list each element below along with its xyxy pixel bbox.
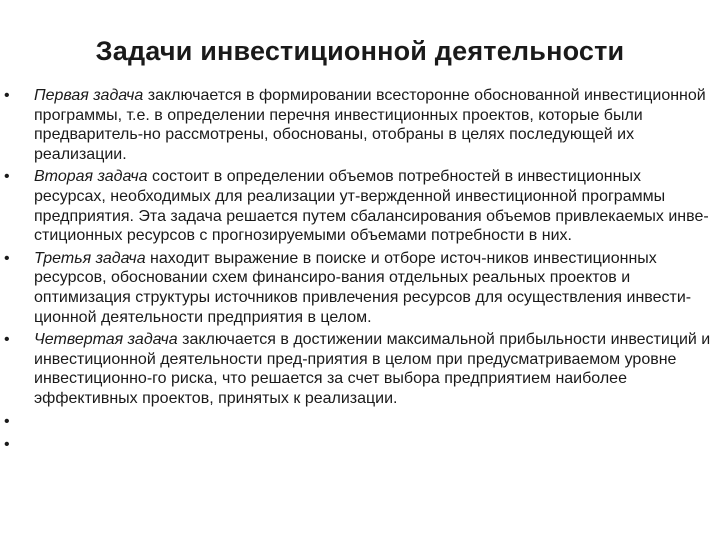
- slide-title: Задачи инвестиционной деятельности: [95, 36, 625, 66]
- task-description: заключается в достижении максимальной прибыльности инвестиций и инвестиционной деятельности пред-приятия в целом при предусматриваемом уровне инвестиционно-го риска, что решается за счет выбора предприятием наиболее эффективных проектов, принятых к реализации.: [34, 331, 711, 407]
- task-description: состоит в определении объемов потребностей в инвестиционных ресурсах, необходимых для реализации ут-вержденной инвестиционной программы предприятия. Эта задача решается путем сбалансирования объемов привлекаемых инве-стиционных ресурсов с прогнозируемыми объемами потребности в них.: [34, 168, 709, 245]
- task-name: Четвертая задача: [34, 331, 178, 349]
- task-name: Вторая задача: [34, 168, 148, 186]
- list-item: [0, 86, 720, 164]
- bullet-icon: •: [4, 412, 10, 430]
- bullet-list: [0, 86, 720, 458]
- bullet-icon: •: [4, 249, 10, 267]
- list-item: [0, 167, 720, 245]
- empty-list-item: [0, 435, 720, 455]
- task-description: заключается в формировании всесторонне обоснованной инвестиционной программы, т.е. в определении перечня инвестиционных проектов, которые были предваритель-но рассмотрены, обоснованы, отобраны в целях последующей их реализации.: [34, 87, 706, 163]
- bullet-icon: •: [4, 87, 10, 104]
- task-name: Первая задача: [34, 87, 144, 104]
- list-item: [0, 330, 720, 408]
- list-item: [0, 249, 720, 327]
- bullet-icon: •: [4, 168, 10, 186]
- task-description: находит выражение в поиске и отборе источ-ников инвестиционных ресурсов, обосновании схем финансиро-вания отдельных реальных проектов и оптимизация структуры источников привлечения ресурсов для осуществления инвести-ционной деятельности предприятия в целом.: [34, 249, 692, 326]
- task-name: Третья задача: [34, 249, 146, 267]
- bullet-icon: •: [4, 331, 10, 349]
- empty-list-item: [0, 412, 720, 432]
- bullet-icon: •: [4, 435, 10, 453]
